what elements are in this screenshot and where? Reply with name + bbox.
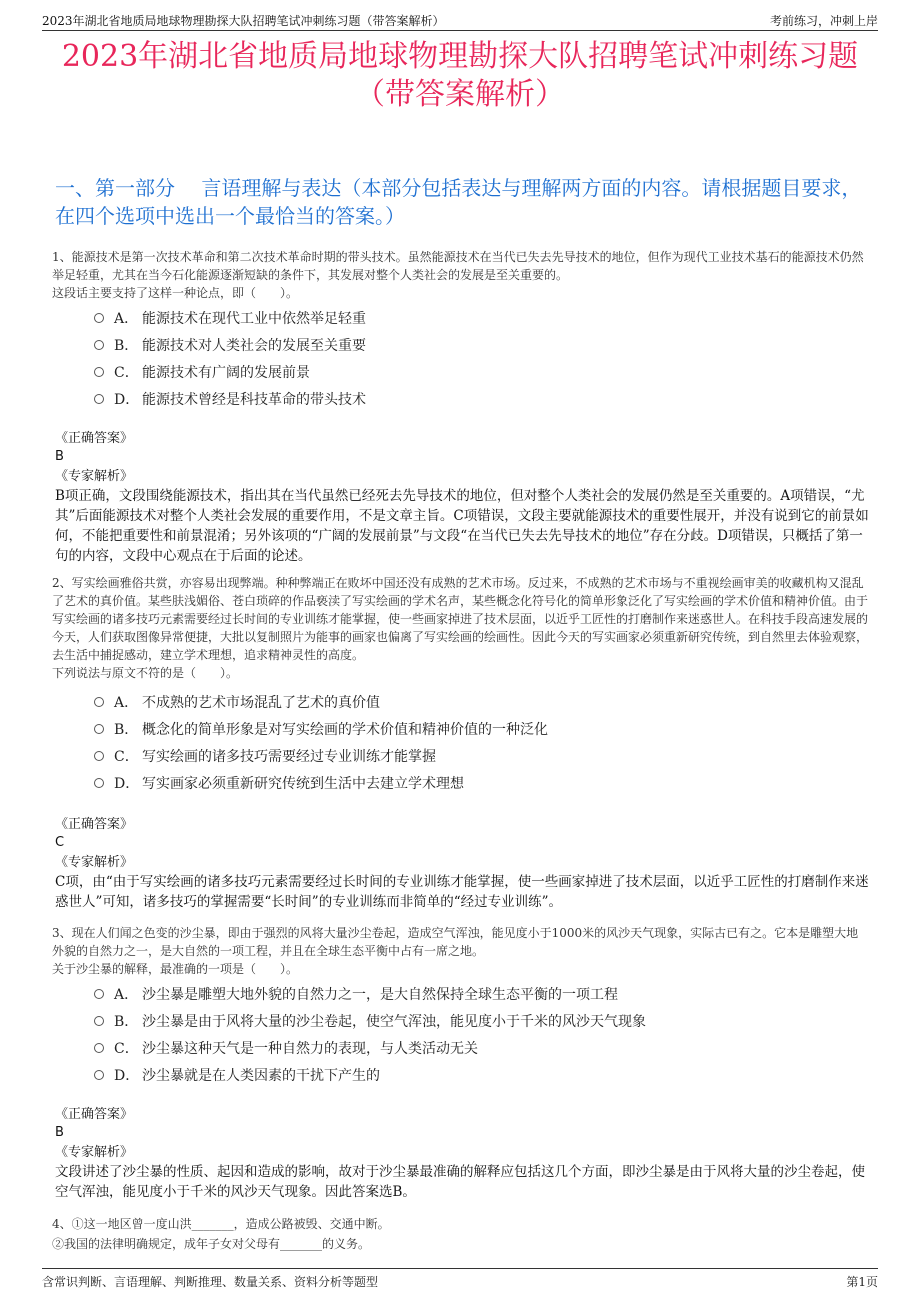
question-2-passage: 2、写实绘画雅俗共赏，亦容易出现弊端。种种弊端正在败坏中国还没有成熟的艺术市场。反过来，不成熟的艺术市场与不重视绘画审美的收藏机构又混乱了艺术的真价值。某些肤浅媚俗、苍白琐碎的作品亵渎了写实绘画的学术名声，某些概念化符号化的简单形象泛化了写实绘画的学术价值和精神价值。由于写实绘画的诸多技巧元素需要经过长时间的专业训练才能掌握，使一些画家掉进了技术层面，以近乎工匠性的打磨制作来迷惑世人。在科技手段高速发展的今天，人们获取图像异常便捷，大批以复制照片为能事的画家也偏离了写实绘画的绘画性。因此今天的写实画家必须重新研究传统，到自然里去体验观察，去生活中捕捉感动，建立学术理想，追求精神灵性的高度。 (52, 576, 869, 662)
option-d[interactable]: D． 沙尘暴就是在人类因素的干扰下产生的 (94, 1061, 860, 1088)
question-2-answer (55, 816, 870, 912)
question-4-line-1: 4、①这一地区曾一度山洪_______，造成公路被毁、交通中断。 (52, 1217, 390, 1231)
page-number: 第1页 (846, 1275, 878, 1289)
option-d[interactable]: D． 能源技术曾经是科技革命的带头技术 (94, 385, 860, 412)
answer-value: C (55, 835, 65, 850)
question-1-answer (55, 430, 870, 566)
option-a[interactable]: A． 沙尘暴是雕塑大地外貌的自然力之一，是大自然保持全球生态平衡的一项工程 (94, 980, 860, 1007)
title-line-2: （带答案解析） (355, 77, 565, 112)
analysis-text: 文段讲述了沙尘暴的性质、起因和造成的影响，故对于沙尘暴最准确的解释应包括这几个方面，即沙尘暴是由于风将大量的沙尘卷起，使空气浑浊，能见度小于千米的风沙天气现象。因此答案选B。 (55, 1164, 865, 1200)
question-3-text (52, 924, 870, 978)
analysis-label: 《专家解析》 (55, 855, 134, 870)
radio-icon[interactable] (94, 1016, 104, 1026)
option-a[interactable]: A． 能源技术在现代工业中依然举足轻重 (94, 304, 860, 331)
radio-icon[interactable] (94, 751, 104, 761)
question-3-passage: 3、现在人们闻之色变的沙尘暴，即由于强烈的风将大量沙尘卷起，造成空气浑浊，能见度小于1000米的风沙天气现象，实际古已有之。它本是雕塑大地外貌的自然力之一，是大自然的一项工程，并且在全球生态平衡中占有一席之地。 (52, 926, 859, 958)
question-1-text (52, 248, 870, 302)
question-3-prompt: 关于沙尘暴的解释，最准确的一项是（ ）。 (52, 962, 299, 976)
radio-icon[interactable] (94, 1043, 104, 1053)
radio-icon[interactable] (94, 340, 104, 350)
header-slogan: 考前练习，冲刺上岸 (769, 14, 878, 28)
option-c[interactable]: C． 写实绘画的诸多技巧需要经过专业训练才能掌握 (94, 742, 860, 769)
radio-icon[interactable] (94, 989, 104, 999)
option-b[interactable]: B． 沙尘暴是由于风将大量的沙尘卷起，使空气浑浊，能见度小于千米的风沙天气现象 (94, 1007, 860, 1034)
question-1-prompt: 这段话主要支持了这样一种论点，即（ ）。 (52, 286, 299, 300)
page-header (42, 8, 878, 31)
question-4-text (52, 1214, 870, 1254)
question-1-options (94, 304, 860, 412)
radio-icon[interactable] (94, 367, 104, 377)
answer-label: 《正确答案》 (55, 817, 134, 832)
radio-icon[interactable] (94, 778, 104, 788)
radio-icon[interactable] (94, 724, 104, 734)
page-footer (42, 1268, 878, 1291)
option-a[interactable]: A． 不成熟的艺术市场混乱了艺术的真价值 (94, 688, 860, 715)
page-title (0, 38, 920, 114)
answer-value: B (55, 449, 64, 464)
title-line-1: 2023年湖北省地质局地球物理勘探大队招聘笔试冲刺练习题 (61, 39, 859, 74)
option-b[interactable]: B． 概念化的简单形象是对写实绘画的学术价值和精神价值的一种泛化 (94, 715, 860, 742)
analysis-label: 《专家解析》 (55, 469, 134, 484)
analysis-text: C项，由“由于写实绘画的诸多技巧元素需要经过长时间的专业训练才能掌握，使一些画家掉进了技术层面，以近乎工匠性的打磨制作来迷惑世人”可知，诸多技巧的掌握需要“长时间”的专业训练而非简单的“经过专业训练”。 (55, 874, 869, 910)
section-heading: 一、第一部分 言语理解与表达（本部分包括表达与理解两方面的内容。请根据题目要求，在四个选项中选出一个最恰当的答案。） (55, 176, 862, 228)
question-3-answer (55, 1106, 870, 1202)
header-doc-title: 2023年湖北省地质局地球物理勘探大队招聘笔试冲刺练习题（带答案解析） (42, 14, 445, 28)
option-b[interactable]: B． 能源技术对人类社会的发展至关重要 (94, 331, 860, 358)
answer-label: 《正确答案》 (55, 1107, 134, 1122)
footer-topics: 含常识判断、言语理解、判断推理、数量关系、资料分析等题型 (42, 1275, 379, 1289)
radio-icon[interactable] (94, 313, 104, 323)
option-c[interactable]: C． 能源技术有广阔的发展前景 (94, 358, 860, 385)
radio-icon[interactable] (94, 1070, 104, 1080)
radio-icon[interactable] (94, 394, 104, 404)
question-3-options (94, 980, 860, 1088)
answer-value: B (55, 1125, 64, 1140)
answer-label: 《正确答案》 (55, 431, 134, 446)
radio-icon[interactable] (94, 697, 104, 707)
analysis-label: 《专家解析》 (55, 1145, 134, 1160)
question-1-passage: 1、能源技术是第一次技术革命和第二次技术革命时期的带头技术。虽然能源技术在当代已失去先导技术的地位，但作为现代工业技术基石的能源技术仍然举足轻重，尤其在当今石化能源逐渐短缺的条件下，其发展对整个人类社会的发展是至关重要的。 (52, 250, 864, 282)
question-2-text (52, 574, 870, 682)
option-c[interactable]: C． 沙尘暴这种天气是一种自然力的表现，与人类活动无关 (94, 1034, 860, 1061)
question-2-options (94, 688, 860, 796)
question-2-prompt: 下列说法与原文不符的是（ ）。 (52, 666, 239, 680)
option-d[interactable]: D． 写实画家必须重新研究传统到生活中去建立学术理想 (94, 769, 860, 796)
analysis-text: B项正确，文段围绕能源技术，指出其在当代虽然已经死去先导技术的地位，但对整个人类社会的发展仍然是至关重要的。A项错误，“尤其”后面能源技术对整个人类社会发展的重要作用，不是文章主旨。C项错误，文段主要就能源技术的重要性展开，并没有说到它的前景如何，不能把重要性和前景混淆；另外该项的“广阔的发展前景”与文段“在当代已失去先导技术的地位”存在分歧。D项错误，只概括了第一句的内容，文段中心观点在于后面的论述。 (55, 488, 869, 564)
question-4-line-2: ②我国的法律明确规定，成年子女对父母有_______的义务。 (52, 1237, 371, 1251)
